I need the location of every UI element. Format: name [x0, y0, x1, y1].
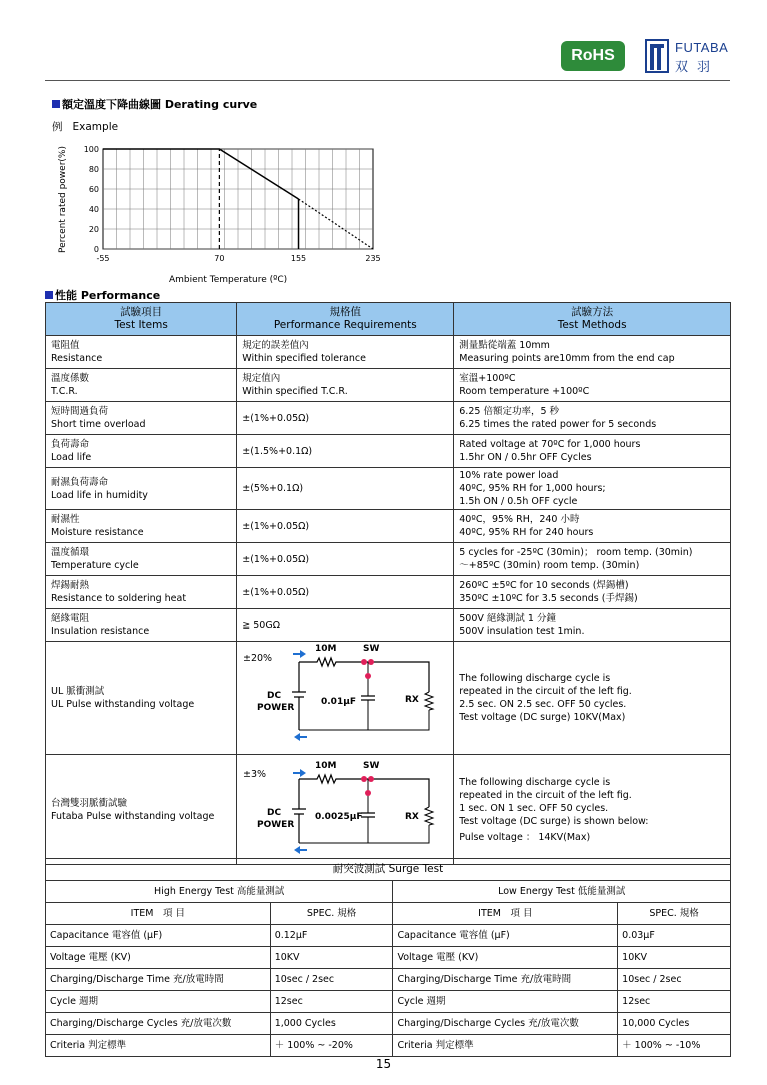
bullet-square-icon: [52, 100, 60, 108]
table-row-futaba-pulse: 台灣雙羽脈衝試驗 Futaba Pulse withstanding voltage ±3% 10M SW DC POWER 0.0025μF RX The following discharge cycle is repeated in the circuit of the left fig. 1 sec. ON 1 sec. OFF 50 cycles. Test voltage (DC surge) is shown below: Pulse voltage ： 14KV(Max): [46, 755, 731, 865]
method-line: 1 sec. ON 1 sec. OFF 50 cycles.: [459, 802, 609, 814]
table-row: [46, 543, 731, 576]
high-spec-cell: 10KV: [270, 947, 393, 969]
req-1: ≧ 50GΩ: [242, 619, 280, 631]
brand-name: FUTABA: [675, 40, 729, 55]
method-1: 500V 絕緣測試 1 分鐘: [459, 613, 557, 624]
high-spec-cell: 10sec / 2sec: [270, 969, 393, 991]
table-row: [46, 947, 731, 969]
dc-source-icon: [292, 662, 306, 730]
item-cell: Criteria 判定標準: [46, 1035, 271, 1057]
surge-title: 耐突波測試 Surge Test: [46, 859, 731, 881]
header-rule: [45, 80, 730, 81]
col-methods: 試驗方法 Test Methods: [454, 303, 731, 336]
series-line-0: [103, 149, 299, 199]
series-line-1: [299, 199, 373, 249]
item-cn: 溫度循環: [51, 547, 90, 558]
brand-name-cn: 双羽: [675, 60, 720, 75]
method-line: Test voltage (DC surge) 10KV(Max): [459, 712, 626, 723]
req-1: 規定值內: [242, 373, 281, 384]
method-line: Pulse voltage ： 14KV(Max): [459, 831, 591, 843]
table-row: [46, 468, 731, 510]
method-line: 2.5 sec. ON 2.5 sec. OFF 50 cycles.: [459, 699, 627, 710]
item-cell: Capacitance 電容值 (μF): [393, 925, 618, 947]
spec-header: SPEC. 規格: [618, 903, 731, 925]
low-spec-cell: 10,000 Cycles: [618, 1013, 731, 1035]
method-line: The following discharge cycle is: [459, 776, 611, 788]
y-tick-label: 100: [83, 145, 99, 154]
high-energy-header: High Energy Test 高能量測試: [46, 881, 393, 903]
item-cell: Criteria 判定標準: [393, 1035, 618, 1057]
item-header: ITEM 項 目: [393, 903, 618, 925]
arrow-right-icon: [300, 769, 306, 777]
item-en: Moisture resistance: [51, 527, 144, 538]
item-en: Short time overload: [51, 419, 146, 430]
performance-title: 性能 Performance: [45, 287, 160, 303]
item-en: Load life in humidity: [51, 489, 148, 501]
derating-chart: [52, 140, 392, 288]
table-row: [46, 991, 731, 1013]
method-1: 40ºC，95% RH，240 小時: [459, 514, 580, 525]
col-test-items: 試驗項目 Test Items: [46, 303, 237, 336]
bullet-square-icon: [45, 291, 53, 299]
item-cell: Cycle 週期: [393, 991, 618, 1013]
svg-text:POWER: POWER: [257, 820, 295, 830]
req-1: 規定的誤差值內: [242, 340, 309, 351]
table-row-ul-pulse: UL 脈衝測試 UL Pulse withstanding voltage ±20% 10M SW DC POWER 0.01μF RX The following discharge cycle is repeated in the circuit of the left fig. 2.5 sec. ON 2.5 sec. OFF 50 cycles. Test voltage (DC surge) 10KV(Max): [46, 642, 731, 755]
svg-text:10M: 10M: [315, 761, 337, 771]
method-1: 5 cycles for -25ºC (30min)； room temp. (30min): [459, 547, 693, 558]
item-en: Insulation resistance: [51, 626, 150, 637]
item-cell: Voltage 電壓 (KV): [393, 947, 618, 969]
req-1: ±(5%+0.1Ω): [242, 483, 304, 494]
item-cell: Charging/Discharge Time 充/放電時間: [393, 969, 618, 991]
item-cell: Charging/Discharge Time 充/放電時間: [46, 969, 271, 991]
req-1: ±(1%+0.05Ω): [242, 586, 310, 598]
example-label: 例 Example: [52, 121, 119, 133]
table-row: [46, 336, 731, 369]
y-tick-label: 60: [88, 185, 99, 194]
item-cell: Charging/Discharge Cycles 充/放電次數: [393, 1013, 618, 1035]
item-header: ITEM 項 目: [46, 903, 271, 925]
svg-text:SW: SW: [363, 761, 380, 771]
low-energy-header: Low Energy Test 低能量測試: [393, 881, 731, 903]
chart-ylabel: Percent rated power(%): [58, 146, 68, 253]
x-tick-label: 70: [214, 254, 225, 263]
table-header-row: [46, 303, 731, 336]
chart-x-ticks: [96, 254, 380, 263]
method-2: 40ºC, 95% RH for 240 hours: [459, 527, 594, 538]
low-spec-cell: 10sec / 2sec: [618, 969, 731, 991]
svg-text:10M: 10M: [315, 644, 337, 654]
high-spec-cell: 12sec: [270, 991, 393, 1013]
page-number: 15: [375, 1057, 392, 1071]
y-tick-label: 0: [93, 245, 99, 254]
table-row: [46, 1013, 731, 1035]
method-2: 6.25 times the rated power for 5 seconds: [459, 419, 657, 430]
method-2: ～+85ºC (30min) room temp. (30min): [459, 560, 640, 571]
method-1: 室溫+100ºC: [459, 373, 516, 384]
svg-text:SW: SW: [363, 644, 380, 654]
req-1: ±(1%+0.05Ω): [242, 520, 310, 532]
resistor-rx-icon: [425, 807, 433, 825]
req-1: ±(1%+0.05Ω): [242, 553, 310, 565]
derating-title: 額定溫度下降曲線圖 Derating curve: [52, 96, 257, 112]
futaba-circuit-diagram: [237, 755, 453, 860]
item-en: Resistance to soldering heat: [51, 593, 187, 604]
method-line: repeated in the circuit of the left fig.: [459, 686, 632, 697]
item-cell: Capacitance 電容值 (μF): [46, 925, 271, 947]
chart-xlabel: Ambient Temperature (ºC): [169, 275, 288, 285]
method-2: Measuring points are10mm from the end cap: [459, 353, 675, 364]
x-tick-label: 155: [290, 254, 307, 263]
arrow-left-icon: [294, 846, 300, 854]
chart-y-ticks: [84, 145, 99, 254]
svg-text:0.01μF: 0.01μF: [321, 697, 357, 707]
table-row: [46, 576, 731, 609]
item-cn: 絕緣電阻: [51, 613, 90, 624]
low-spec-cell: 10KV: [618, 947, 731, 969]
table-row: [46, 510, 731, 543]
table-row: [46, 969, 731, 991]
svg-text:POWER: POWER: [257, 703, 295, 713]
svg-text:RX: RX: [405, 695, 420, 705]
col-requirements: 規格值 Performance Requirements: [237, 303, 454, 336]
futaba-logo-icon: [645, 39, 669, 73]
y-tick-label: 20: [88, 225, 99, 234]
arrow-left-icon: [294, 733, 300, 741]
method-2: Room temperature +100ºC: [459, 386, 590, 397]
req-2: Within specified tolerance: [242, 353, 366, 364]
method-2: 500V insulation test 1min.: [459, 626, 585, 637]
x-tick-label: 235: [365, 254, 381, 263]
item-cn: 短時間過負荷: [51, 406, 109, 417]
svg-text:0.0025μF: 0.0025μF: [315, 812, 363, 822]
item-cn: 電阻值: [51, 340, 80, 351]
high-spec-cell: 0.12μF: [270, 925, 393, 947]
item-cn: 負荷壽命: [51, 439, 90, 450]
method-1: 260ºC ±5ºC for 10 seconds (焊錫槽): [459, 580, 629, 591]
method-1: 6.25 倍額定功率，5 秒: [459, 406, 560, 417]
svg-text:RX: RX: [405, 812, 420, 822]
low-spec-cell: ＋ 100% ~ -10%: [618, 1035, 731, 1057]
surge-test-table: [45, 858, 731, 1057]
x-tick-label: -55: [96, 254, 110, 263]
ul-circuit-diagram: [237, 642, 453, 750]
item-en: Temperature cycle: [51, 560, 139, 571]
high-spec-cell: ＋ 100% ~ -20%: [270, 1035, 393, 1057]
table-row: [46, 1035, 731, 1057]
low-spec-cell: 0.03μF: [618, 925, 731, 947]
req-1: ±(1%+0.05Ω): [242, 412, 310, 424]
item-cn: 耐濕性: [51, 514, 80, 525]
arrow-right-icon: [300, 650, 306, 658]
item-en: Load life: [51, 452, 92, 463]
capacitor-icon: [361, 813, 375, 817]
svg-text:±20%: ±20%: [243, 653, 273, 664]
method-1: 測量點從端蓋 10mm: [459, 340, 550, 351]
svg-text:DC: DC: [267, 691, 282, 701]
spec-header: SPEC. 規格: [270, 903, 393, 925]
req-1: ±(1.5%+0.1Ω): [242, 445, 313, 457]
item-en: T.C.R.: [51, 386, 78, 397]
performance-table: [45, 302, 731, 865]
item-cn: 溫度係數: [51, 373, 90, 384]
item-cn: 耐濕負荷壽命: [51, 476, 109, 488]
chart-grid: [103, 149, 373, 249]
item-cn: 焊錫耐熱: [51, 580, 90, 591]
method-1: Rated voltage at 70ºC for 1,000 hours: [459, 439, 641, 450]
y-tick-label: 40: [88, 205, 99, 214]
method-1: 10% rate power load: [459, 470, 559, 481]
method-2: 40ºC, 95% RH for 1,000 hours;: [459, 483, 606, 494]
dc-source-icon: [292, 779, 306, 843]
item-en: Resistance: [51, 353, 103, 364]
high-spec-cell: 1,000 Cycles: [270, 1013, 393, 1035]
table-row: [46, 402, 731, 435]
req-2: Within specified T.C.R.: [242, 386, 348, 397]
item-cell: Voltage 電壓 (KV): [46, 947, 271, 969]
table-row: [46, 609, 731, 642]
method-2: 350ºC ±10ºC for 3.5 seconds (手焊錫): [459, 593, 638, 604]
item-cell: Cycle 週期: [46, 991, 271, 1013]
method-line: Test voltage (DC surge) is shown below:: [459, 815, 649, 827]
svg-text:DC: DC: [267, 808, 282, 818]
resistor-rx-icon: [425, 692, 433, 710]
table-row: [46, 925, 731, 947]
item-cell: Charging/Discharge Cycles 充/放電次數: [46, 1013, 271, 1035]
rohs-logo: RoHS: [561, 41, 625, 71]
method-line: repeated in the circuit of the left fig.: [459, 789, 632, 801]
svg-text:±3%: ±3%: [243, 769, 267, 780]
table-row: [46, 435, 731, 468]
low-spec-cell: 12sec: [618, 991, 731, 1013]
table-row: [46, 369, 731, 402]
method-3: 1.5h ON / 0.5h OFF cycle: [459, 496, 578, 507]
capacitor-icon: [361, 696, 375, 700]
y-tick-label: 80: [88, 165, 99, 174]
method-2: 1.5hr ON / 0.5hr OFF Cycles: [459, 452, 592, 463]
method-line: The following discharge cycle is: [459, 673, 611, 684]
